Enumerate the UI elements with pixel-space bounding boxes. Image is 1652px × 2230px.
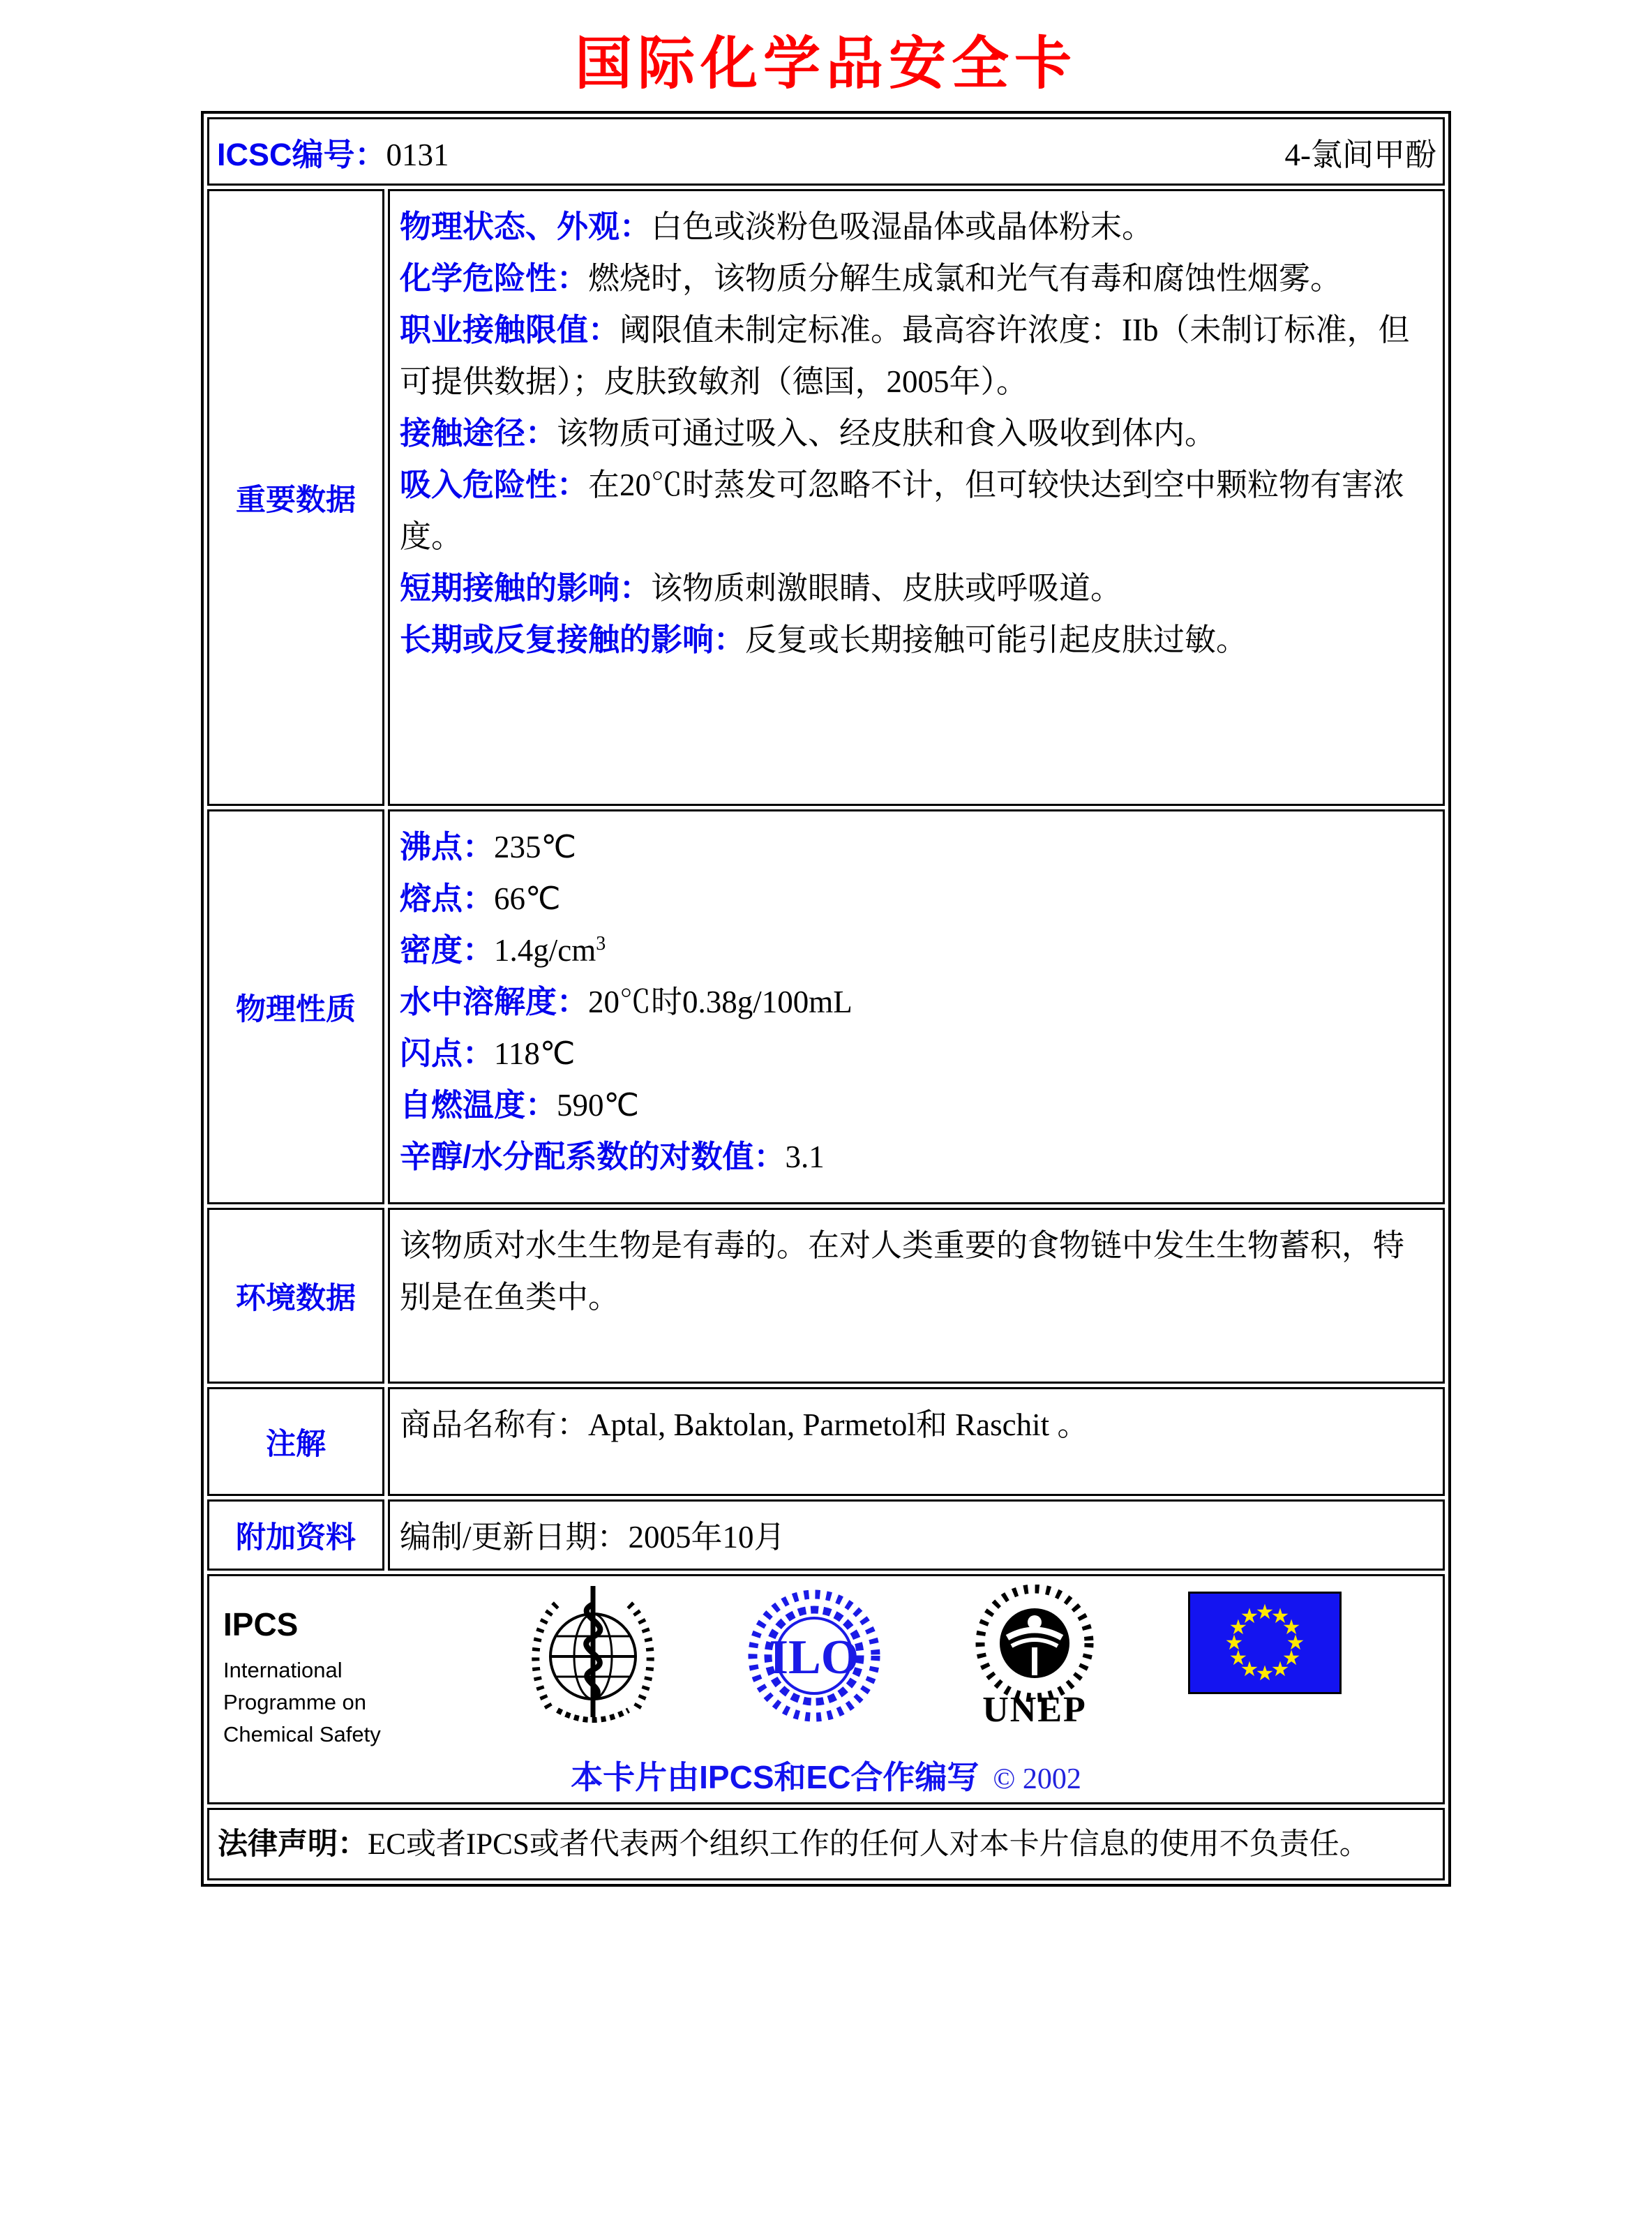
item-label: 密度： xyxy=(400,932,495,968)
data-item xyxy=(400,562,1432,614)
data-item xyxy=(400,459,1432,562)
item-text: 590℃ xyxy=(557,1088,640,1123)
item-text: 20℃时0.38g/100mL xyxy=(588,985,853,1019)
important-data-row xyxy=(207,189,1445,806)
data-item xyxy=(400,614,1432,666)
item-label: 物理状态、外观： xyxy=(400,209,652,244)
logo-strip xyxy=(216,1582,1436,1751)
who-emblem-icon xyxy=(531,1585,655,1728)
item-text: 燃烧时，该物质分解生成氯和光气有毒和腐蚀性烟雾。 xyxy=(588,261,1342,296)
item-text: 商品名称有：Aptal, Baktolan, Parmetol和 Raschit 。 xyxy=(400,1407,1089,1442)
ipcs-subtitle-line: Programme on xyxy=(223,1690,367,1714)
icsc-number-label: ICSC编号： xyxy=(217,136,386,172)
data-item xyxy=(400,253,1432,304)
property-item xyxy=(400,1028,1432,1079)
item-label: 辛醇/水分配系数的对数值： xyxy=(400,1139,786,1174)
density-superscript: 3 xyxy=(596,933,606,955)
property-item xyxy=(400,1079,1432,1131)
item-text: 66℃ xyxy=(494,881,561,916)
physical-properties-content xyxy=(388,809,1445,1204)
ipcs-subtitle-line: International xyxy=(223,1658,343,1682)
property-item xyxy=(400,821,1432,873)
section-label-environmental-data: 环境数据 xyxy=(207,1208,384,1384)
important-data-content xyxy=(388,189,1445,806)
item-label: 短期接触的影响： xyxy=(400,570,652,606)
property-item xyxy=(400,1131,1432,1183)
item-label: 熔点： xyxy=(400,881,495,916)
physical-properties-row xyxy=(207,809,1445,1204)
item-label: 职业接触限值： xyxy=(400,312,620,347)
item-label: 沸点： xyxy=(400,829,495,865)
item-label: 自燃温度： xyxy=(400,1087,557,1123)
notes-row xyxy=(207,1387,1445,1496)
unep-emblem-icon xyxy=(973,1585,1097,1730)
section-label-notes: 注解 xyxy=(207,1387,384,1496)
header-row xyxy=(207,117,1445,186)
legal-text: EC或者IPCS或者代表两个组织工作的任何人对本卡片信息的使用不负责任。 xyxy=(368,1827,1369,1861)
item-text: 该物质可通过吸入、经皮肤和食入吸收到体内。 xyxy=(557,416,1217,451)
legal-notice xyxy=(207,1808,1445,1880)
item-text: 3.1 xyxy=(785,1139,825,1174)
ilo-emblem-icon xyxy=(747,1585,881,1728)
logos-row xyxy=(207,1574,1445,1804)
item-text: 在20℃时蒸发可忽略不计，但可较快达到空中颗粒物有害浓度。 xyxy=(400,467,1405,554)
data-item xyxy=(400,407,1432,459)
page-title: 国际化学品安全卡 xyxy=(574,32,1077,96)
environmental-data-content xyxy=(388,1208,1445,1384)
ipcs-subtitle-line: Chemical Safety xyxy=(223,1722,381,1746)
ilo-letters: ILO xyxy=(769,1631,859,1684)
legal-row xyxy=(207,1808,1445,1880)
credit-line xyxy=(216,1752,1436,1798)
property-item xyxy=(400,925,1432,976)
item-text: 该物质对水生生物是有毒的。在对人类重要的食物链中发生生物蓄积，特别是在鱼类中。 xyxy=(400,1228,1405,1315)
item-label: 闪点： xyxy=(400,1035,495,1071)
environmental-data-row xyxy=(207,1208,1445,1384)
legal-label: 法律声明： xyxy=(218,1827,368,1861)
item-label: 化学危险性： xyxy=(400,260,589,296)
item-label: 长期或反复接触的影响： xyxy=(400,622,746,657)
data-item xyxy=(400,201,1432,253)
eu-flag-icon xyxy=(1188,1592,1342,1694)
section-label-physical-properties: 物理性质 xyxy=(207,809,384,1204)
additional-info-content xyxy=(388,1499,1445,1571)
additional-info-row xyxy=(207,1499,1445,1571)
icsc-number xyxy=(217,129,449,174)
chemical-name: 4-氯间甲酚 xyxy=(1284,137,1436,172)
ipcs-title: IPCS xyxy=(223,1606,299,1642)
icsc-card-table xyxy=(201,111,1451,1887)
item-text: 该物质刺激眼睛、皮肤或呼吸道。 xyxy=(651,571,1122,606)
icsc-number-value: 0131 xyxy=(386,137,449,172)
item-label: 水中溶解度： xyxy=(400,984,589,1019)
item-text: 白色或淡粉色吸湿晶体或晶体粉末。 xyxy=(651,209,1154,244)
item-label: 吸入危险性： xyxy=(400,467,589,502)
item-label: 接触途径： xyxy=(400,415,557,451)
item-text: 1.4g/cm xyxy=(494,933,596,968)
item-text: 118℃ xyxy=(494,1036,576,1071)
property-item xyxy=(400,976,1432,1028)
unep-label: UNEP xyxy=(982,1690,1087,1730)
credit-year: © 2002 xyxy=(993,1763,1081,1795)
item-text: 反复或长期接触可能引起皮肤过敏。 xyxy=(745,622,1248,657)
notes-content xyxy=(388,1387,1445,1496)
data-item xyxy=(400,304,1432,407)
property-item xyxy=(400,873,1432,925)
item-text: 编制/更新日期：2005年10月 xyxy=(400,1520,786,1555)
card-header xyxy=(210,120,1442,183)
item-text: 235℃ xyxy=(494,830,577,865)
item-text: 阈限值未制定标准。最高容许浓度：IIb（未制订标准，但可提供数据）；皮肤致敏剂（德国，2005年）。 xyxy=(400,313,1410,399)
credit-text: 本卡片由IPCS和EC合作编写 xyxy=(571,1759,979,1795)
section-label-additional-info: 附加资料 xyxy=(207,1499,384,1571)
section-label-important-data: 重要数据 xyxy=(207,189,384,806)
ipcs-block xyxy=(223,1585,440,1751)
